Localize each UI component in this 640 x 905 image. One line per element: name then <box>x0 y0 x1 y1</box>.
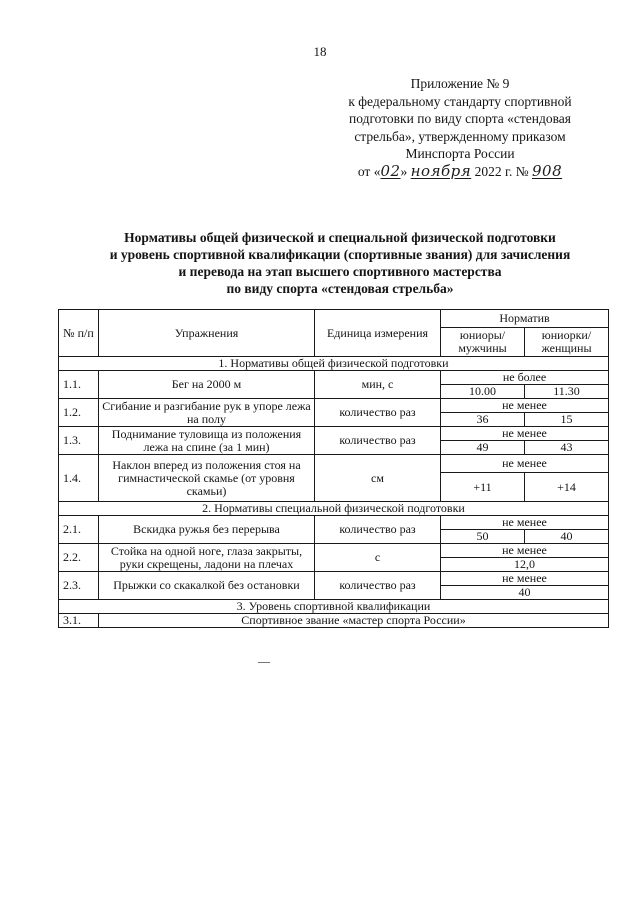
row-qualifier: не менее <box>441 572 609 586</box>
row-unit: количество раз <box>315 427 441 455</box>
order-year: 2022 г. № <box>474 163 529 179</box>
row-qualifier: не менее <box>441 427 609 441</box>
appendix-block <box>310 75 610 180</box>
value-female: +14 <box>525 473 609 502</box>
footer-mark <box>258 662 270 663</box>
section-title: 3. Уровень спортивной квалификации <box>59 600 609 614</box>
row-num: 2.1. <box>59 516 99 544</box>
row-unit: количество раз <box>315 572 441 600</box>
row-unit: см <box>315 455 441 502</box>
value-female: 43 <box>525 441 609 455</box>
title-line-3: и перевода на этап высшего спортивного мастерства <box>178 264 502 279</box>
row-qualifier: не более <box>441 371 609 385</box>
page-number: 18 <box>313 44 327 59</box>
row-unit: мин, с <box>315 371 441 399</box>
section-row <box>59 600 609 614</box>
row-qualifier: не менее <box>441 544 609 558</box>
row-num: 1.2. <box>59 399 99 427</box>
norms-table <box>58 309 609 628</box>
value-female: 11.30 <box>525 385 609 399</box>
row-exercise: Сгибание и разгибание рук в упоре лежа на полу <box>99 399 315 427</box>
row-unit: количество раз <box>315 516 441 544</box>
table-row <box>59 455 609 473</box>
section-row <box>59 502 609 516</box>
row-exercise: Поднимание туловища из положения лежа на спине (за 1 мин) <box>99 427 315 455</box>
row-unit: с <box>315 544 441 572</box>
table-row <box>59 371 609 385</box>
row-num: 2.3. <box>59 572 99 600</box>
row-num: 2.2. <box>59 544 99 572</box>
appendix-line-2: к федеральному стандарту спортивной <box>348 93 572 109</box>
order-month: ноября <box>410 161 472 180</box>
value-male: +11 <box>441 473 525 502</box>
appendix-line-1: Приложение № 9 <box>410 76 510 91</box>
table-row <box>59 516 609 530</box>
table-row <box>59 572 609 586</box>
row-num: 1.1. <box>59 371 99 399</box>
title-line-2: и уровень спортивной квалификации (спортивные звания) для зачисления <box>109 247 571 262</box>
value-female: 15 <box>525 413 609 427</box>
row-exercise: Прыжки со скакалкой без остановки <box>99 572 315 600</box>
table-row <box>59 427 609 441</box>
row-num: 3.1. <box>59 614 99 628</box>
row-exercise: Стойка на одной ноге, глаза закрыты, руки скрещены, ладони на плечах <box>99 544 315 572</box>
table-row <box>59 399 609 413</box>
row-exercise: Наклон вперед из положения стоя на гимнастической скамье (от уровня скамьи) <box>99 455 315 502</box>
section-row <box>59 357 609 371</box>
document-title <box>40 229 640 297</box>
order-day: 02 <box>380 161 401 180</box>
row-exercise: Вскидка ружья без перерыва <box>99 516 315 544</box>
title-line-1: Нормативы общей физической и специальной физической подготовки <box>124 230 556 245</box>
header-exercise: Упражнения <box>99 310 315 357</box>
value-combined: 12,0 <box>441 558 609 572</box>
section-title: 2. Нормативы специальной физической подготовки <box>59 502 609 516</box>
value-male: 36 <box>441 413 525 427</box>
section-title: 1. Нормативы общей физической подготовки <box>59 357 609 371</box>
order-number: 908 <box>532 161 563 180</box>
row-qualifier: не менее <box>441 516 609 530</box>
value-female: 40 <box>525 530 609 544</box>
date-day-close: » <box>400 163 408 179</box>
row-num: 1.4. <box>59 455 99 502</box>
row-num: 1.3. <box>59 427 99 455</box>
appendix-line-5: Минспорта России <box>405 146 515 161</box>
table-row <box>59 544 609 558</box>
appendix-line-3: подготовки по виду спорта «стендовая <box>348 111 572 126</box>
row-qualifier: не менее <box>441 399 609 413</box>
header-unit: Единица измерения <box>315 310 441 357</box>
row-exercise: Бег на 2000 м <box>99 371 315 399</box>
row-unit: количество раз <box>315 399 441 427</box>
value-male: 49 <box>441 441 525 455</box>
value-male: 50 <box>441 530 525 544</box>
order-date-line <box>310 163 610 181</box>
header-male: юниоры/ мужчины <box>441 328 525 357</box>
header-norm: Норматив <box>441 310 609 328</box>
row-exercise: Спортивное звание «мастер спорта России» <box>99 614 609 628</box>
table-row <box>59 614 609 628</box>
title-line-4: по виду спорта «стендовая стрельба» <box>226 281 454 296</box>
header-num: № п/п <box>59 310 99 357</box>
value-male: 10.00 <box>441 385 525 399</box>
date-prefix: от « <box>357 163 381 179</box>
table-header-row <box>59 310 609 328</box>
header-female: юниорки/ женщины <box>525 328 609 357</box>
value-combined: 40 <box>441 586 609 600</box>
appendix-line-4: стрельба», утвержденному приказом <box>354 128 566 144</box>
row-qualifier: не менее <box>441 455 609 473</box>
